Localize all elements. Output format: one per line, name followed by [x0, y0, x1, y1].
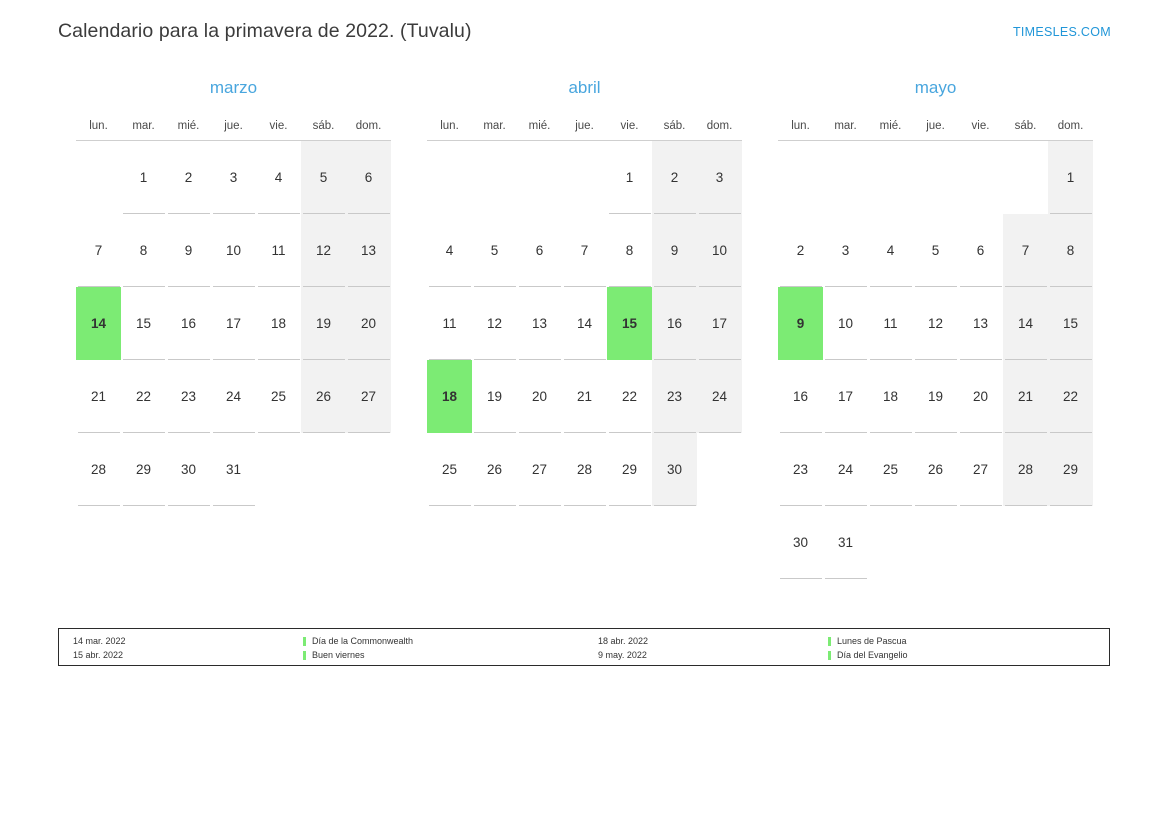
weekday-header: mié.: [868, 112, 913, 141]
day-number: 23: [652, 360, 697, 433]
day-number: [697, 433, 742, 506]
day-number: [958, 141, 1003, 214]
day-number: 11: [427, 287, 472, 360]
day-number: 25: [256, 360, 301, 433]
day-number: 24: [211, 360, 256, 433]
day-number: [958, 506, 1003, 579]
day-cell-empty: [913, 506, 958, 579]
day-cell[interactable]: [472, 287, 517, 360]
day-cell-holiday[interactable]: [427, 360, 472, 433]
weekday-header: vie.: [256, 112, 301, 141]
day-number: [301, 433, 346, 506]
day-cell[interactable]: [913, 214, 958, 287]
day-cell[interactable]: [562, 214, 607, 287]
legend-item: [598, 635, 1109, 647]
day-cell[interactable]: [1003, 214, 1048, 287]
day-cell[interactable]: [472, 360, 517, 433]
day-number: [913, 141, 958, 214]
day-number: 16: [652, 287, 697, 360]
week-row: [427, 360, 742, 433]
day-cell[interactable]: [913, 360, 958, 433]
day-number: 4: [868, 214, 913, 287]
day-cell[interactable]: [517, 360, 562, 433]
week-row: [76, 214, 391, 287]
page-title: Calendario para la primavera de 2022. (Tuvalu): [58, 20, 472, 42]
day-number: 18: [868, 360, 913, 433]
day-number: 20: [346, 287, 391, 360]
day-cell[interactable]: [472, 214, 517, 287]
day-cell[interactable]: [823, 287, 868, 360]
day-cell[interactable]: [427, 214, 472, 287]
month-table: [76, 112, 391, 506]
day-cell[interactable]: [211, 433, 256, 506]
weekday-header: jue.: [562, 112, 607, 141]
day-number: 15: [121, 287, 166, 360]
day-cell[interactable]: [823, 214, 868, 287]
page-header: [58, 18, 1111, 48]
day-cell[interactable]: [121, 214, 166, 287]
day-number: 13: [958, 287, 1003, 360]
day-number: 9: [166, 214, 211, 287]
day-cell[interactable]: [958, 287, 1003, 360]
day-number: 23: [166, 360, 211, 433]
day-cell[interactable]: [607, 360, 652, 433]
weekday-header: mar.: [121, 112, 166, 141]
day-cell-empty: [346, 433, 391, 506]
legend-label: Día de la Commonwealth: [312, 636, 414, 646]
month-block-marzo: [58, 78, 409, 579]
day-cell[interactable]: [868, 433, 913, 506]
day-cell[interactable]: [697, 287, 742, 360]
day-cell[interactable]: [1048, 214, 1093, 287]
day-cell[interactable]: [958, 214, 1003, 287]
day-number: 25: [427, 433, 472, 506]
day-cell[interactable]: [697, 141, 742, 215]
day-cell-empty: [301, 433, 346, 506]
month-block-mayo: [760, 78, 1111, 579]
day-number: 26: [301, 360, 346, 433]
day-number: [346, 433, 391, 506]
day-cell[interactable]: [868, 360, 913, 433]
day-cell[interactable]: [517, 287, 562, 360]
day-cell[interactable]: [823, 360, 868, 433]
day-cell-empty: [868, 506, 913, 579]
day-cell[interactable]: [427, 433, 472, 506]
weekday-header: dom.: [697, 112, 742, 141]
month-table: [778, 112, 1093, 579]
day-cell[interactable]: [517, 433, 562, 506]
weekday-header: sáb.: [1003, 112, 1048, 141]
day-number: 7: [562, 214, 607, 287]
day-number: 5: [913, 214, 958, 287]
week-row: [427, 433, 742, 506]
day-cell-empty: [427, 141, 472, 215]
day-number: 6: [517, 214, 562, 287]
weekday-header: jue.: [211, 112, 256, 141]
day-number: 25: [868, 433, 913, 506]
day-number: [868, 141, 913, 214]
weekday-header: lun.: [427, 112, 472, 141]
day-number: 9: [778, 287, 823, 360]
legend-item: [73, 635, 584, 647]
legend-color-swatch: [303, 637, 306, 646]
day-number: [76, 141, 121, 214]
day-number: 17: [697, 287, 742, 360]
day-number: 31: [211, 433, 256, 506]
day-number: 22: [121, 360, 166, 433]
day-cell[interactable]: [607, 433, 652, 506]
week-row: [427, 287, 742, 360]
day-number: 29: [607, 433, 652, 506]
day-cell[interactable]: [301, 214, 346, 287]
legend-color-swatch: [828, 651, 831, 660]
day-cell[interactable]: [121, 287, 166, 360]
week-row: [778, 433, 1093, 506]
day-cell-empty: [517, 141, 562, 215]
day-number: 12: [472, 287, 517, 360]
day-cell[interactable]: [211, 287, 256, 360]
day-cell[interactable]: [1003, 287, 1048, 360]
week-row: [778, 287, 1093, 360]
day-number: 30: [166, 433, 211, 506]
day-cell[interactable]: [868, 287, 913, 360]
day-cell-empty: [778, 141, 823, 215]
day-number: [562, 141, 607, 214]
day-number: 15: [607, 287, 652, 360]
day-number: 1: [121, 141, 166, 214]
day-number: 29: [1048, 433, 1093, 506]
day-number: 27: [346, 360, 391, 433]
day-cell[interactable]: [121, 433, 166, 506]
day-number: 5: [472, 214, 517, 287]
week-row: [778, 506, 1093, 579]
day-cell-empty: [1048, 506, 1093, 579]
legend-label: Buen viernes: [312, 650, 365, 660]
legend-date: 15 abr. 2022: [73, 650, 124, 660]
day-number: [256, 433, 301, 506]
day-number: 29: [121, 433, 166, 506]
day-cell[interactable]: [76, 433, 121, 506]
day-cell-empty: [76, 141, 121, 215]
day-cell[interactable]: [211, 214, 256, 287]
weekday-header: mar.: [823, 112, 868, 141]
day-number: 2: [778, 214, 823, 287]
legend-label: Día del Evangelio: [837, 650, 908, 660]
day-number: 9: [652, 214, 697, 287]
day-number: 3: [697, 141, 742, 214]
day-number: 22: [1048, 360, 1093, 433]
week-row: [76, 141, 391, 215]
day-cell-empty: [1003, 506, 1048, 579]
day-cell[interactable]: [652, 287, 697, 360]
day-number: 15: [1048, 287, 1093, 360]
day-number: 3: [823, 214, 868, 287]
day-number: 27: [958, 433, 1003, 506]
day-number: 1: [1048, 141, 1093, 214]
weekday-header: sáb.: [652, 112, 697, 141]
day-number: 13: [346, 214, 391, 287]
month-title: abril: [568, 78, 601, 97]
day-cell[interactable]: [211, 141, 256, 215]
day-number: [517, 141, 562, 214]
day-cell[interactable]: [346, 141, 391, 215]
day-cell[interactable]: [1048, 287, 1093, 360]
day-number: 17: [823, 360, 868, 433]
day-cell[interactable]: [346, 287, 391, 360]
day-cell[interactable]: [652, 433, 697, 506]
week-row: [778, 141, 1093, 215]
day-cell-empty: [1003, 141, 1048, 215]
weekday-header: lun.: [76, 112, 121, 141]
legend-column-right: [584, 635, 1109, 665]
day-number: 4: [256, 141, 301, 214]
day-cell[interactable]: [868, 214, 913, 287]
day-number: [913, 506, 958, 579]
day-cell[interactable]: [211, 360, 256, 433]
day-cell[interactable]: [913, 433, 958, 506]
day-cell[interactable]: [1048, 360, 1093, 433]
weekday-header: mié.: [517, 112, 562, 141]
day-number: 28: [1003, 433, 1048, 506]
legend-label: Lunes de Pascua: [837, 636, 907, 646]
day-number: [778, 141, 823, 214]
weekday-header: vie.: [607, 112, 652, 141]
day-number: 28: [562, 433, 607, 506]
weekday-header: mar.: [472, 112, 517, 141]
day-cell[interactable]: [778, 506, 823, 579]
weekday-header: mié.: [166, 112, 211, 141]
day-number: 18: [427, 360, 472, 433]
legend-item: [73, 649, 584, 661]
day-cell-holiday[interactable]: [76, 287, 121, 360]
day-number: 16: [778, 360, 823, 433]
day-number: 10: [823, 287, 868, 360]
day-number: 23: [778, 433, 823, 506]
day-number: 6: [346, 141, 391, 214]
day-cell[interactable]: [472, 433, 517, 506]
day-cell[interactable]: [256, 214, 301, 287]
day-cell[interactable]: [652, 141, 697, 215]
day-number: [1003, 141, 1048, 214]
day-number: 13: [517, 287, 562, 360]
week-row: [76, 360, 391, 433]
day-number: 20: [958, 360, 1003, 433]
day-cell[interactable]: [166, 433, 211, 506]
day-cell[interactable]: [1003, 360, 1048, 433]
weekday-header: lun.: [778, 112, 823, 141]
month-table: [427, 112, 742, 506]
holiday-legend: [58, 628, 1110, 666]
day-cell[interactable]: [697, 360, 742, 433]
day-cell[interactable]: [652, 214, 697, 287]
day-number: 10: [211, 214, 256, 287]
day-number: 14: [76, 287, 121, 360]
day-cell-empty: [958, 141, 1003, 215]
day-number: 3: [211, 141, 256, 214]
weekday-header: dom.: [1048, 112, 1093, 141]
day-number: 21: [76, 360, 121, 433]
weekday-header: sáb.: [301, 112, 346, 141]
day-cell[interactable]: [166, 287, 211, 360]
legend-date: 18 abr. 2022: [598, 636, 649, 646]
day-number: 12: [301, 214, 346, 287]
day-cell[interactable]: [166, 214, 211, 287]
week-row: [76, 287, 391, 360]
day-cell[interactable]: [607, 141, 652, 215]
day-cell-empty: [697, 433, 742, 506]
day-cell[interactable]: [697, 214, 742, 287]
day-number: 30: [778, 506, 823, 579]
day-cell[interactable]: [121, 360, 166, 433]
day-number: 5: [301, 141, 346, 214]
day-cell-empty: [562, 141, 607, 215]
day-cell[interactable]: [562, 433, 607, 506]
day-number: 1: [607, 141, 652, 214]
day-number: [427, 141, 472, 214]
day-cell[interactable]: [76, 214, 121, 287]
day-number: 14: [1003, 287, 1048, 360]
day-number: [823, 141, 868, 214]
day-cell[interactable]: [346, 214, 391, 287]
day-cell[interactable]: [958, 360, 1003, 433]
day-number: 21: [562, 360, 607, 433]
day-number: 8: [1048, 214, 1093, 287]
weekday-header: dom.: [346, 112, 391, 141]
day-number: 4: [427, 214, 472, 287]
week-row: [778, 360, 1093, 433]
day-number: 26: [913, 433, 958, 506]
day-number: 28: [76, 433, 121, 506]
day-cell-holiday[interactable]: [778, 287, 823, 360]
day-cell[interactable]: [607, 214, 652, 287]
day-number: 22: [607, 360, 652, 433]
month-title: marzo: [209, 78, 258, 97]
legend-date: 14 mar. 2022: [73, 636, 126, 646]
day-number: 30: [652, 433, 697, 506]
day-cell[interactable]: [562, 287, 607, 360]
legend-color-swatch: [828, 637, 831, 646]
day-number: 12: [913, 287, 958, 360]
day-cell[interactable]: [778, 360, 823, 433]
day-cell-holiday[interactable]: [607, 287, 652, 360]
month-title: mayo: [914, 78, 957, 97]
day-cell-empty: [868, 141, 913, 215]
day-cell[interactable]: [346, 360, 391, 433]
day-cell[interactable]: [1048, 433, 1093, 506]
day-number: 24: [823, 433, 868, 506]
day-number: [1048, 506, 1093, 579]
day-number: [868, 506, 913, 579]
day-number: 8: [607, 214, 652, 287]
day-number: 2: [652, 141, 697, 214]
day-cell[interactable]: [166, 141, 211, 215]
day-number: 10: [697, 214, 742, 287]
day-number: 11: [256, 214, 301, 287]
day-cell[interactable]: [778, 214, 823, 287]
day-cell[interactable]: [121, 141, 166, 215]
day-cell[interactable]: [823, 506, 868, 579]
week-row: [76, 433, 391, 506]
day-cell[interactable]: [958, 433, 1003, 506]
day-number: 2: [166, 141, 211, 214]
day-number: 7: [1003, 214, 1048, 287]
calendar-months-row: [58, 78, 1111, 579]
day-cell[interactable]: [76, 360, 121, 433]
brand-link[interactable]: TIMESLES.COM: [1012, 25, 1111, 39]
legend-item: [598, 649, 1109, 661]
day-cell-empty: [472, 141, 517, 215]
day-cell[interactable]: [301, 287, 346, 360]
day-number: [1003, 506, 1048, 579]
day-number: 11: [868, 287, 913, 360]
day-cell[interactable]: [301, 360, 346, 433]
day-cell[interactable]: [427, 287, 472, 360]
day-number: 19: [301, 287, 346, 360]
day-cell-empty: [958, 506, 1003, 579]
day-number: 8: [121, 214, 166, 287]
day-cell-empty: [913, 141, 958, 215]
day-number: 19: [913, 360, 958, 433]
day-cell[interactable]: [778, 433, 823, 506]
legend-column-left: [59, 635, 584, 665]
day-cell[interactable]: [301, 141, 346, 215]
day-number: 19: [472, 360, 517, 433]
day-number: 17: [211, 287, 256, 360]
day-number: 7: [76, 214, 121, 287]
day-cell[interactable]: [823, 433, 868, 506]
day-number: 6: [958, 214, 1003, 287]
day-number: 26: [472, 433, 517, 506]
day-cell[interactable]: [913, 287, 958, 360]
day-number: 14: [562, 287, 607, 360]
day-cell[interactable]: [1048, 141, 1093, 215]
day-cell-empty: [256, 433, 301, 506]
weekday-header: jue.: [913, 112, 958, 141]
day-number: 27: [517, 433, 562, 506]
day-number: 20: [517, 360, 562, 433]
day-cell[interactable]: [652, 360, 697, 433]
day-cell-empty: [823, 141, 868, 215]
month-block-abril: [409, 78, 760, 579]
day-cell[interactable]: [256, 287, 301, 360]
day-cell[interactable]: [562, 360, 607, 433]
day-number: [472, 141, 517, 214]
day-number: 21: [1003, 360, 1048, 433]
day-number: 18: [256, 287, 301, 360]
legend-date: 9 may. 2022: [598, 650, 647, 660]
day-cell[interactable]: [166, 360, 211, 433]
week-row: [427, 214, 742, 287]
weekday-header: vie.: [958, 112, 1003, 141]
day-number: 24: [697, 360, 742, 433]
legend-color-swatch: [303, 651, 306, 660]
week-row: [427, 141, 742, 215]
day-cell[interactable]: [256, 360, 301, 433]
day-number: 16: [166, 287, 211, 360]
day-cell[interactable]: [1003, 433, 1048, 506]
week-row: [778, 214, 1093, 287]
day-number: 31: [823, 506, 868, 579]
day-cell[interactable]: [517, 214, 562, 287]
day-cell[interactable]: [256, 141, 301, 215]
